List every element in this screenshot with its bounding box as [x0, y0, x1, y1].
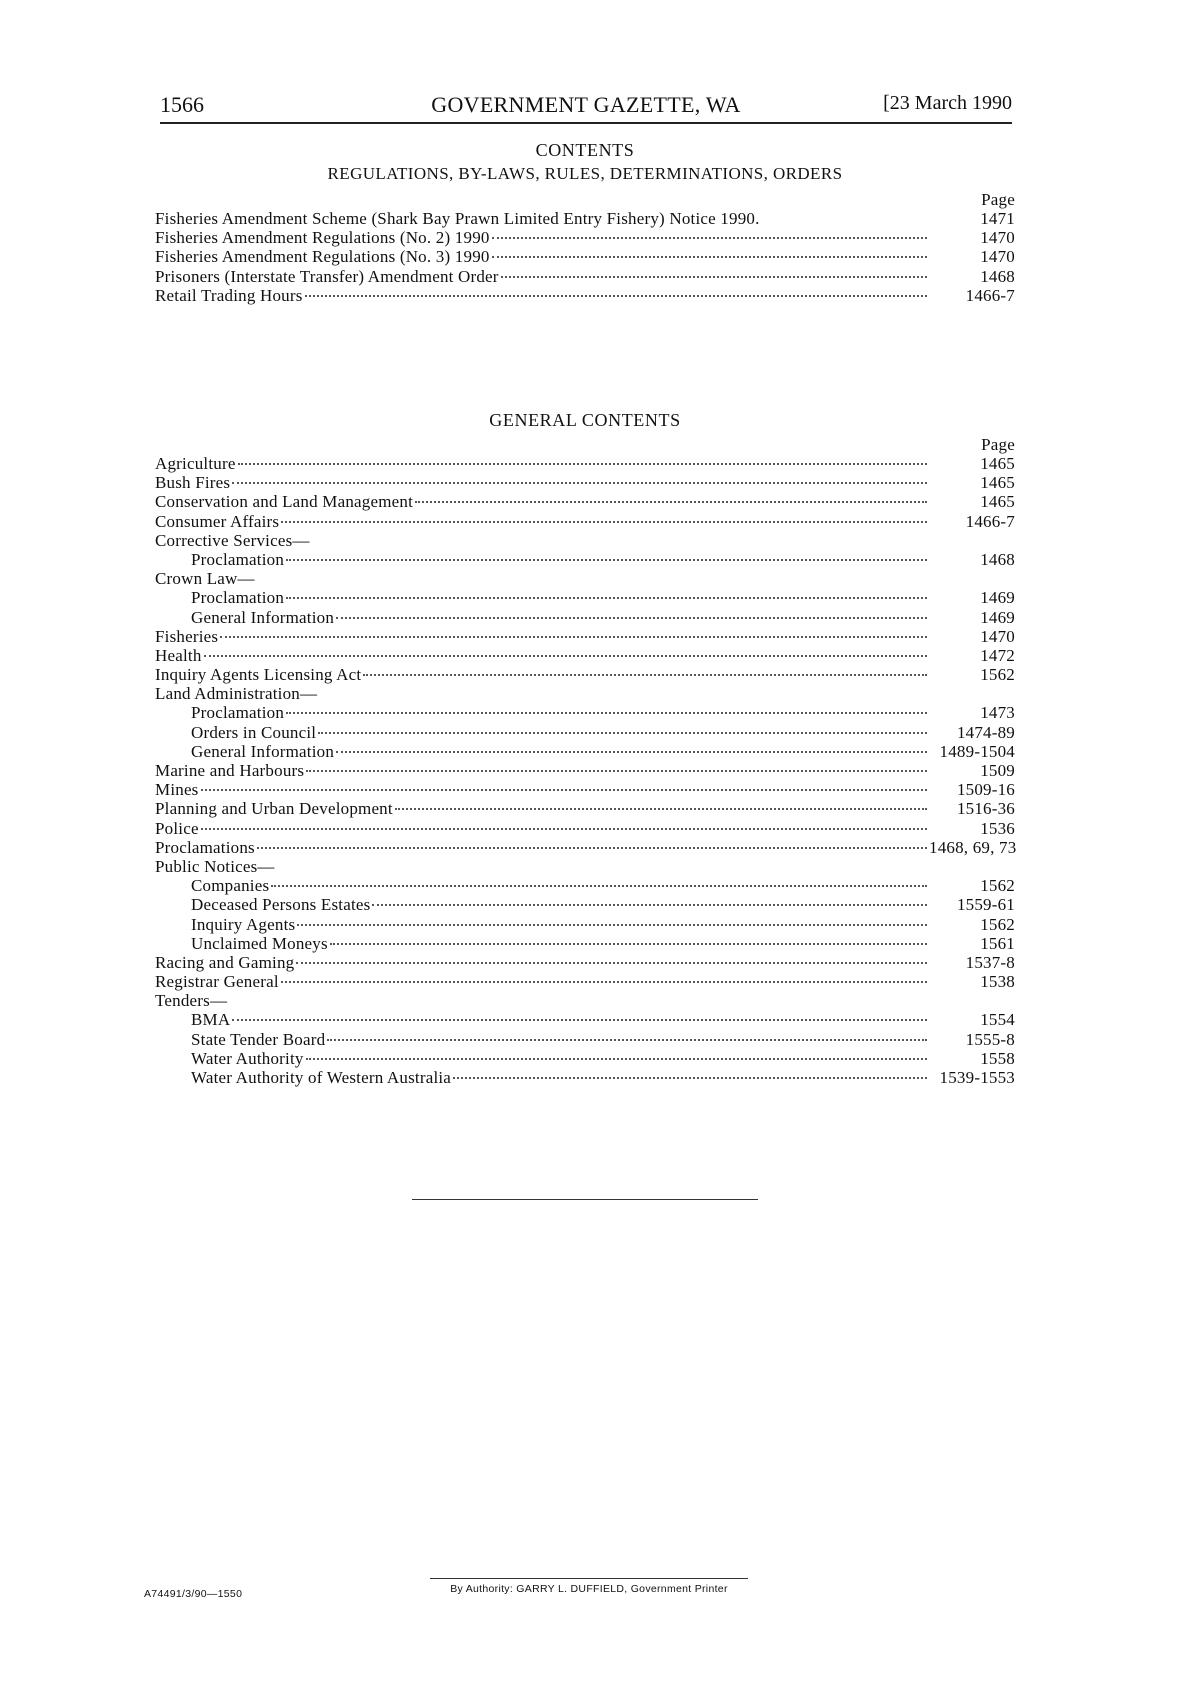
general-entry-row: [155, 876, 1015, 895]
general-entry-label: General Information: [191, 741, 335, 761]
general-entry-row: [155, 799, 1015, 818]
dot-leader: [232, 481, 927, 484]
general-entry-row: [155, 915, 1015, 934]
page-number: 1566: [160, 92, 204, 117]
dot-leader: [415, 500, 927, 503]
dot-leader: [286, 558, 927, 561]
dot-leader: [238, 462, 927, 465]
print-code: A74491/3/90—1550: [144, 1588, 243, 1600]
dot-leader: [286, 711, 927, 714]
general-entry-page: 1536: [980, 818, 1015, 838]
general-entry-label: Land Administration—: [155, 684, 318, 704]
dot-leader: [201, 788, 928, 791]
general-entry-row: [155, 991, 1015, 1010]
general-entry-page: 1470: [980, 626, 1015, 646]
general-entry-label: Police: [155, 818, 199, 838]
general-entry-label: Public Notices—: [155, 856, 275, 876]
dot-leader: [271, 884, 927, 887]
general-entry-label: Fisheries: [155, 626, 219, 646]
contents-entry-page: 1470: [980, 247, 1015, 267]
general-entry-label: Orders in Council: [191, 722, 317, 742]
dot-leader: [363, 673, 927, 676]
general-entry-page: 1561: [980, 933, 1015, 953]
end-rule: [412, 1199, 758, 1200]
general-entry-page: 1562: [980, 665, 1015, 685]
general-entry-label: Marine and Harbours: [155, 761, 305, 780]
contents-entry-page: 1471: [980, 209, 1015, 228]
dot-leader: [330, 942, 927, 945]
dot-leader: [257, 846, 927, 849]
general-entry-label: Corrective Services—: [155, 530, 310, 550]
general-entry-row: [155, 646, 1015, 665]
issue-date: [23 March 1990: [883, 92, 1012, 114]
contents-entry-label: Fisheries Amendment Regulations (No. 3) 1990: [155, 247, 490, 267]
general-entry-label: Proclamation: [191, 588, 285, 608]
general-entry-page: 1469: [980, 607, 1015, 627]
general-entry-page: 1559-61: [956, 895, 1015, 915]
general-entry-label: Deceased Persons Estates: [191, 895, 371, 915]
general-entry-row: [155, 512, 1015, 531]
general-entry-page: 1562: [980, 876, 1015, 896]
general-entry-label: Water Authority of Western Australia: [191, 1068, 452, 1087]
general-entry-page: 1489-1504: [939, 741, 1015, 761]
contents-subtitle: REGULATIONS, BY-LAWS, RULES, DETERMINATIONS, ORDERS: [327, 164, 843, 183]
general-entry-row: [155, 742, 1015, 761]
general-entry-row: [155, 1030, 1015, 1049]
general-entry-label: Unclaimed Moneys: [191, 933, 328, 953]
page-header: [160, 92, 1012, 124]
dot-leader: [395, 807, 927, 810]
contents-page-heading: Page: [981, 190, 1015, 209]
general-entry-page: 1465: [980, 492, 1015, 512]
general-entry-label: Tenders—: [155, 991, 228, 1011]
dot-leader: [372, 903, 927, 906]
general-entry-label: Water Authority: [191, 1048, 304, 1068]
general-entry-label: Planning and Urban Development: [155, 799, 393, 819]
general-contents-title: GENERAL CONTENTS: [489, 410, 681, 430]
dot-leader: [492, 255, 927, 258]
general-entry-row: [155, 588, 1015, 607]
contents-entry-label: Prisoners (Interstate Transfer) Amendment Order: [155, 266, 499, 286]
general-entry-page: 1468: [980, 549, 1015, 569]
contents-list: [155, 190, 1015, 305]
general-entry-row: [155, 569, 1015, 588]
general-entry-row: [155, 819, 1015, 838]
dot-leader: [327, 1038, 927, 1041]
general-entry-page: 1509-16: [956, 780, 1015, 800]
dot-leader: [453, 1076, 927, 1079]
general-entry-page: 1473: [980, 703, 1015, 723]
dot-leader: [336, 616, 927, 619]
dot-leader: [297, 923, 927, 926]
dot-leader: [318, 731, 927, 734]
contents-entry-row: [155, 228, 1015, 247]
general-entry-page: 1465: [980, 473, 1015, 493]
dot-leader: [286, 596, 927, 599]
general-entry-page: 1554: [980, 1010, 1015, 1030]
general-entry-row: [155, 934, 1015, 953]
general-entry-page: 1469: [980, 588, 1015, 608]
general-entry-row: [155, 531, 1015, 550]
general-entry-row: [155, 972, 1015, 991]
dot-leader: [306, 1057, 927, 1060]
contents-entry-label: Fisheries Amendment Scheme (Shark Bay Prawn Limited Entry Fishery) Notice 1990.: [155, 209, 760, 228]
gazette-title: GOVERNMENT GAZETTE, WA: [431, 92, 741, 117]
contents-entry-page: 1470: [980, 228, 1015, 248]
contents-entry-row: [155, 209, 1015, 228]
general-entry-row: [155, 1010, 1015, 1029]
general-entry-label: BMA: [191, 1010, 231, 1030]
general-contents-page-heading: Page: [981, 435, 1015, 454]
general-entry-row: [155, 761, 1015, 780]
general-entry-page: 1466-7: [965, 511, 1015, 531]
general-entry-page: 1516-36: [956, 799, 1015, 819]
general-entry-row: [155, 1068, 1015, 1087]
general-entry-row: [155, 684, 1015, 703]
general-entry-page: 1539-1553: [939, 1068, 1015, 1087]
dot-leader: [220, 635, 927, 638]
general-entry-row: [155, 473, 1015, 492]
general-entry-label: Consumer Affairs: [155, 511, 280, 531]
general-entry-row: [155, 627, 1015, 646]
general-entry-page: 1468, 69, 73: [929, 837, 1017, 857]
dot-leader: [281, 980, 927, 983]
general-entry-page: 1537-8: [965, 952, 1015, 972]
dot-leader: [204, 654, 927, 657]
general-entry-label: Proclamation: [191, 549, 285, 569]
general-entry-label: Conservation and Land Management: [155, 492, 414, 512]
general-entry-page: 1474-89: [956, 722, 1015, 742]
general-entry-row: [155, 780, 1015, 799]
dot-leader: [232, 1018, 927, 1021]
dot-leader: [296, 961, 927, 964]
general-entry-label: Health: [155, 645, 202, 665]
contents-entry-label: Fisheries Amendment Regulations (No. 2) 1990: [155, 228, 490, 248]
general-entry-row: [155, 857, 1015, 876]
dot-leader: [501, 275, 927, 278]
general-entry-page: 1538: [980, 972, 1015, 992]
general-entry-label: Inquiry Agents Licensing Act: [155, 665, 362, 685]
contents-title: CONTENTS: [535, 140, 635, 160]
general-entry-page: 1472: [980, 645, 1015, 665]
dot-leader: [492, 236, 927, 239]
general-entry-label: General Information: [191, 607, 335, 627]
general-contents-list: [155, 435, 1015, 1087]
general-entry-row: [155, 608, 1015, 627]
general-entry-label: Proclamation: [191, 703, 285, 723]
general-entry-row: [155, 723, 1015, 742]
general-entry-page: 1465: [980, 454, 1015, 473]
contents-entry-row: [155, 286, 1015, 305]
general-entry-row: [155, 665, 1015, 684]
dot-leader: [201, 827, 927, 830]
general-entry-row: [155, 1049, 1015, 1068]
dot-leader: [305, 294, 927, 297]
contents-entry-page: 1468: [980, 266, 1015, 286]
general-entry-row: [155, 838, 1015, 857]
general-entry-label: State Tender Board: [191, 1029, 326, 1049]
contents-entry-page: 1466-7: [965, 285, 1015, 305]
general-entry-page: 1509: [980, 761, 1015, 780]
general-entry-page: 1555-8: [965, 1029, 1015, 1049]
general-entry-page: 1562: [980, 914, 1015, 934]
general-entry-label: Agriculture: [155, 454, 236, 473]
general-entry-label: Inquiry Agents: [191, 914, 296, 934]
general-entry-row: [155, 550, 1015, 569]
general-entry-label: Racing and Gaming: [155, 952, 295, 972]
general-entry-label: Companies: [191, 876, 270, 896]
general-entry-label: Mines: [155, 780, 199, 800]
printer-authority: By Authority: GARRY L. DUFFIELD, Government Printer: [430, 1578, 748, 1595]
contents-entry-row: [155, 247, 1015, 266]
general-entry-row: [155, 492, 1015, 511]
general-entry-page: 1558: [980, 1048, 1015, 1068]
general-entry-row: [155, 895, 1015, 914]
general-entry-label: Bush Fires: [155, 473, 231, 493]
general-entry-row: [155, 454, 1015, 473]
general-entry-row: [155, 703, 1015, 722]
contents-entry-row: [155, 267, 1015, 286]
dot-leader: [336, 750, 927, 753]
contents-entry-label: Retail Trading Hours: [155, 285, 303, 305]
dot-leader: [306, 769, 927, 772]
general-entry-label: Registrar General: [155, 972, 279, 992]
general-entry-row: [155, 953, 1015, 972]
general-entry-label: Proclamations: [155, 837, 255, 857]
dot-leader: [281, 520, 927, 523]
general-entry-label: Crown Law—: [155, 569, 255, 589]
